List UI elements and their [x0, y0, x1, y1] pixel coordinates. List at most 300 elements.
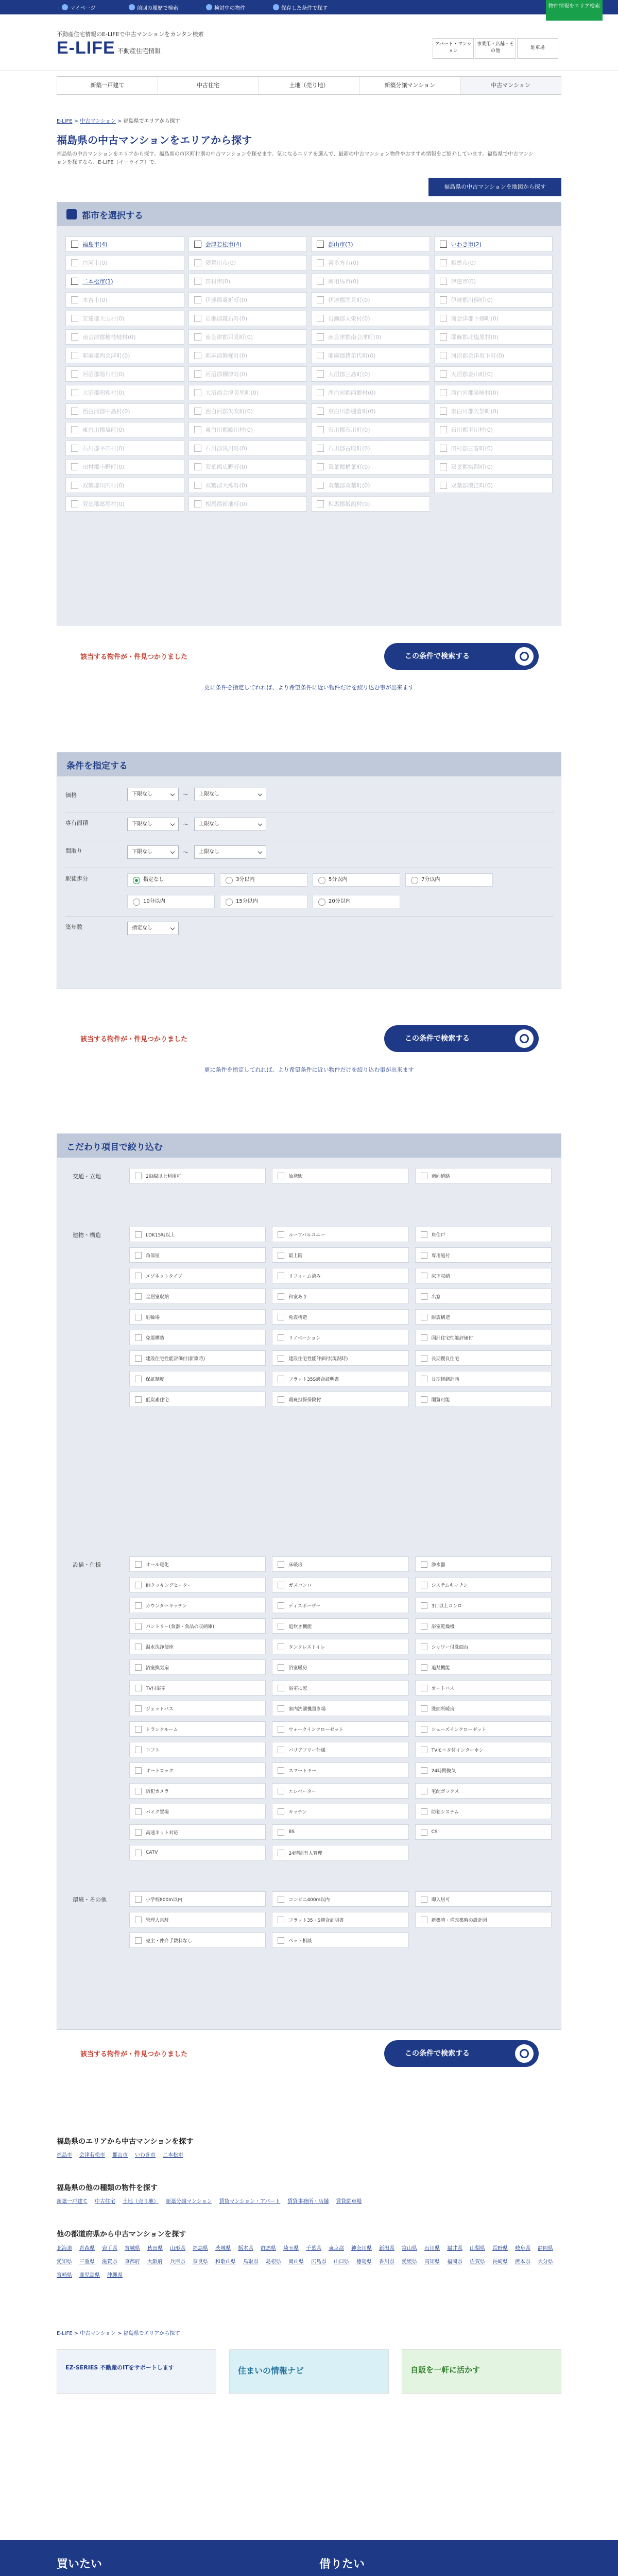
checkbox[interactable] [421, 1623, 427, 1630]
walk-option-3[interactable]: 3分以内 [220, 873, 307, 887]
age-select[interactable]: 指定なし [127, 922, 179, 935]
checkbox[interactable] [135, 1273, 142, 1279]
text-link[interactable]: 広島県 [311, 2259, 327, 2265]
city-option[interactable] [188, 292, 307, 308]
feature-option[interactable] [129, 1783, 266, 1799]
checkbox[interactable] [135, 1705, 142, 1712]
checkbox[interactable] [278, 1896, 284, 1903]
checkbox[interactable] [440, 315, 447, 322]
city-option[interactable] [434, 255, 553, 270]
checkbox[interactable] [440, 296, 447, 303]
text-link[interactable]: 茨城県 [215, 2246, 231, 2251]
checkbox[interactable] [71, 315, 78, 322]
feature-option[interactable] [129, 1371, 266, 1386]
checkbox[interactable] [421, 1829, 427, 1836]
checkbox[interactable] [278, 1747, 284, 1753]
text-link[interactable]: 賃貸マンション・アパート [219, 2199, 281, 2205]
header-tab-apartment[interactable]: アパート・マンション [433, 38, 474, 59]
checkbox[interactable] [421, 1273, 427, 1279]
checkbox[interactable] [278, 1850, 284, 1856]
checkbox[interactable] [421, 1726, 427, 1733]
city-option[interactable] [188, 348, 307, 363]
checkbox[interactable] [135, 1767, 142, 1774]
checkbox[interactable] [440, 408, 447, 415]
feature-option[interactable] [129, 1912, 266, 1927]
text-link[interactable]: 賃貸事務所・店舗 [287, 2199, 329, 2205]
checkbox[interactable] [278, 1767, 284, 1774]
text-link[interactable]: 郡山市 [112, 2153, 128, 2158]
checkbox[interactable] [278, 1685, 284, 1691]
checkbox[interactable] [194, 259, 201, 266]
text-link[interactable]: 二本松市 [163, 2153, 183, 2158]
city-option[interactable] [434, 459, 553, 474]
feature-option[interactable] [415, 1577, 552, 1592]
feature-option[interactable] [272, 1330, 408, 1345]
city-option[interactable] [188, 255, 307, 270]
text-link[interactable]: いわき市 [135, 2153, 156, 2158]
feature-option[interactable] [415, 1701, 552, 1716]
city-option[interactable] [434, 236, 553, 252]
checkbox[interactable] [71, 241, 78, 248]
text-link[interactable]: 東京都 [329, 2246, 344, 2251]
feature-option[interactable] [272, 1783, 408, 1799]
checkbox[interactable] [135, 1623, 142, 1630]
checkbox[interactable] [421, 1896, 427, 1903]
checkbox[interactable] [421, 1664, 427, 1671]
checkbox[interactable] [278, 1788, 284, 1794]
city-option[interactable] [188, 403, 307, 419]
text-link[interactable]: 長崎県 [492, 2259, 508, 2265]
feature-option[interactable] [272, 1168, 408, 1183]
city-option[interactable] [65, 311, 184, 326]
checkbox[interactable] [278, 1273, 284, 1279]
feature-option[interactable] [272, 1350, 408, 1366]
feature-option[interactable] [272, 1227, 408, 1242]
checkbox[interactable] [278, 1623, 284, 1630]
feature-option[interactable] [272, 1701, 408, 1716]
text-link[interactable]: 香川県 [379, 2259, 394, 2265]
text-link[interactable]: 岩手県 [102, 2246, 117, 2251]
text-link[interactable]: 新築分譲マンション [166, 2199, 212, 2205]
feature-option[interactable] [129, 1598, 266, 1613]
feature-option[interactable] [129, 1350, 266, 1366]
city-option[interactable] [65, 292, 184, 308]
feature-option[interactable] [415, 1289, 552, 1304]
city-option[interactable] [188, 422, 307, 437]
checkbox[interactable] [135, 1917, 142, 1923]
text-link[interactable]: 沖縄県 [107, 2273, 123, 2278]
city-option[interactable] [311, 422, 430, 437]
text-link[interactable]: 賃貸駐車場 [336, 2199, 362, 2205]
text-link[interactable]: 奈良県 [193, 2259, 208, 2265]
city-option[interactable] [188, 236, 307, 252]
mypage-link[interactable]: マイページ [70, 6, 96, 11]
checkbox[interactable] [278, 1705, 284, 1712]
breadcrumb-middle[interactable]: 中古マンション [80, 118, 116, 124]
favorites-link[interactable]: 検討中の物件 [214, 6, 245, 11]
checkbox[interactable] [71, 426, 78, 433]
checkbox[interactable] [135, 1582, 142, 1588]
walk-option-5[interactable]: 5分以内 [313, 873, 400, 887]
city-option[interactable] [65, 236, 184, 252]
checkbox[interactable] [421, 1355, 427, 1362]
checkbox[interactable] [135, 1561, 142, 1568]
feature-option[interactable] [415, 1330, 552, 1345]
feature-option[interactable] [415, 1912, 552, 1927]
text-link[interactable]: 三重県 [79, 2259, 95, 2265]
checkbox[interactable] [135, 1808, 142, 1815]
city-option[interactable] [188, 496, 307, 512]
text-link[interactable]: 秋田県 [147, 2246, 163, 2251]
city-option[interactable] [311, 496, 430, 512]
text-link[interactable]: 京都府 [125, 2259, 140, 2265]
feature-option[interactable] [129, 1618, 266, 1634]
text-link[interactable]: 滋賀県 [102, 2259, 117, 2265]
checkbox[interactable] [71, 389, 78, 396]
city-option[interactable] [434, 329, 553, 345]
text-link[interactable]: 和歌山県 [215, 2259, 236, 2265]
city-option[interactable] [434, 274, 553, 289]
city-option[interactable] [434, 478, 553, 493]
feature-option[interactable] [129, 1891, 266, 1907]
checkbox[interactable] [317, 333, 324, 341]
feature-option[interactable] [129, 1309, 266, 1325]
text-link[interactable]: 中古住宅 [95, 2199, 115, 2205]
checkbox[interactable] [278, 1664, 284, 1671]
checkbox[interactable] [194, 278, 201, 285]
feature-option[interactable] [272, 1247, 408, 1263]
checkbox[interactable] [194, 296, 201, 303]
search-button[interactable] [384, 643, 539, 670]
checkbox[interactable] [317, 482, 324, 489]
nav-used-house[interactable]: 中古住宅 [158, 77, 259, 94]
city-option[interactable] [311, 255, 430, 270]
checkbox[interactable] [278, 1173, 284, 1179]
checkbox[interactable] [421, 1231, 427, 1238]
checkbox[interactable] [135, 1314, 142, 1320]
checkbox[interactable] [421, 1252, 427, 1259]
feature-option[interactable] [415, 1392, 552, 1407]
feature-option[interactable] [415, 1783, 552, 1799]
checkbox[interactable] [194, 445, 201, 452]
city-option[interactable] [311, 366, 430, 382]
text-link[interactable]: 埼玉県 [283, 2246, 299, 2251]
city-option[interactable] [65, 329, 184, 345]
checkbox[interactable] [71, 500, 78, 507]
feature-option[interactable] [129, 1933, 266, 1948]
header-tab-parking[interactable]: 駐車場 [517, 38, 558, 59]
feature-option[interactable] [272, 1891, 408, 1907]
checkbox[interactable] [440, 352, 447, 359]
checkbox[interactable] [440, 241, 447, 248]
city-option[interactable] [188, 478, 307, 493]
checkbox[interactable] [71, 259, 78, 266]
checkbox[interactable] [440, 333, 447, 341]
text-link[interactable]: 山形県 [170, 2246, 185, 2251]
city-option[interactable] [311, 348, 430, 363]
feature-option[interactable] [129, 1289, 266, 1304]
checkbox[interactable] [278, 1334, 284, 1341]
text-link[interactable]: 宮崎県 [57, 2273, 72, 2278]
checkbox[interactable] [278, 1917, 284, 1923]
text-link[interactable]: 徳島県 [356, 2259, 372, 2265]
checkbox[interactable] [440, 426, 447, 433]
feature-option[interactable] [415, 1639, 552, 1654]
feature-option[interactable] [272, 1659, 408, 1675]
feature-option[interactable] [415, 1721, 552, 1737]
checkbox[interactable] [421, 1917, 427, 1923]
text-link[interactable]: 栃木県 [238, 2246, 253, 2251]
checkbox[interactable] [317, 463, 324, 470]
feature-option[interactable] [415, 1309, 552, 1325]
saved-search-link[interactable]: 保存した条件で探す [281, 6, 328, 11]
city-option[interactable] [65, 366, 184, 382]
checkbox[interactable] [135, 1788, 142, 1794]
breadcrumb-bottom[interactable]: E-LIFE > 中古マンション > 福島県でエリアから探す [57, 2331, 180, 2336]
city-option[interactable] [434, 348, 553, 363]
feature-option[interactable] [272, 1392, 408, 1407]
checkbox[interactable] [135, 1747, 142, 1753]
checkbox[interactable] [421, 1173, 427, 1179]
feature-option[interactable] [129, 1268, 266, 1283]
checkbox[interactable] [278, 1602, 284, 1609]
city-option[interactable] [311, 292, 430, 308]
city-option[interactable] [65, 255, 184, 270]
feature-option[interactable] [415, 1742, 552, 1757]
checkbox[interactable] [194, 426, 201, 433]
checkbox[interactable] [135, 1664, 142, 1671]
feature-option[interactable] [272, 1309, 408, 1325]
feature-option[interactable] [415, 1804, 552, 1819]
feature-option[interactable] [129, 1639, 266, 1654]
checkbox[interactable] [194, 389, 201, 396]
feature-option[interactable] [415, 1371, 552, 1386]
city-option[interactable] [311, 403, 430, 419]
city-option[interactable] [311, 478, 430, 493]
checkbox[interactable] [440, 445, 447, 452]
checkbox[interactable] [278, 1829, 284, 1836]
checkbox[interactable] [194, 482, 201, 489]
checkbox[interactable] [278, 1643, 284, 1650]
city-option[interactable] [434, 292, 553, 308]
checkbox[interactable] [71, 296, 78, 303]
text-link[interactable]: 福島県 [193, 2246, 208, 2251]
nav-land[interactable]: 土地（売り地） [259, 77, 360, 94]
checkbox[interactable] [317, 352, 324, 359]
text-link[interactable]: 愛媛県 [402, 2259, 417, 2265]
checkbox[interactable] [194, 241, 201, 248]
feature-option[interactable] [129, 1845, 266, 1860]
city-option[interactable] [65, 385, 184, 400]
feature-option[interactable] [415, 1762, 552, 1778]
feature-option[interactable] [272, 1742, 408, 1757]
feature-option[interactable] [272, 1721, 408, 1737]
checkbox[interactable] [194, 315, 201, 322]
walk-option-20[interactable]: 20分以内 [313, 895, 400, 908]
checkbox[interactable] [135, 1896, 142, 1903]
search-button[interactable] [384, 1025, 539, 1052]
feature-option[interactable] [129, 1701, 266, 1716]
checkbox[interactable] [278, 1937, 284, 1944]
city-option[interactable] [65, 348, 184, 363]
checkbox[interactable] [317, 241, 324, 248]
checkbox[interactable] [278, 1376, 284, 1382]
checkbox[interactable] [317, 500, 324, 507]
city-option[interactable] [311, 236, 430, 252]
checkbox[interactable] [194, 370, 201, 378]
feature-option[interactable] [272, 1268, 408, 1283]
walk-option-7[interactable]: 7分以内 [405, 873, 493, 887]
city-option[interactable] [311, 459, 430, 474]
walk-option-10[interactable]: 10分以内 [127, 895, 215, 908]
checkbox[interactable] [135, 1643, 142, 1650]
text-link[interactable]: 岐阜県 [515, 2246, 530, 2251]
text-link[interactable]: 新潟県 [379, 2246, 394, 2251]
banner-vending[interactable] [402, 2349, 561, 2394]
checkbox[interactable] [421, 1561, 427, 1568]
checkbox[interactable] [135, 1293, 142, 1300]
feature-option[interactable] [272, 1618, 408, 1634]
checkbox[interactable] [317, 426, 324, 433]
checkbox[interactable] [135, 1231, 142, 1238]
feature-option[interactable] [415, 1824, 552, 1840]
text-link[interactable]: 静岡県 [538, 2246, 553, 2251]
feature-option[interactable] [129, 1824, 266, 1840]
feature-option[interactable] [272, 1577, 408, 1592]
feature-option[interactable] [415, 1598, 552, 1613]
checkbox[interactable] [71, 278, 78, 285]
checkbox[interactable] [421, 1334, 427, 1341]
city-option[interactable] [311, 440, 430, 456]
checkbox[interactable] [135, 1252, 142, 1259]
feature-option[interactable] [129, 1556, 266, 1572]
city-option[interactable] [434, 422, 553, 437]
banner-info-navi[interactable] [229, 2349, 389, 2394]
feature-option[interactable] [272, 1371, 408, 1386]
checkbox[interactable] [278, 1293, 284, 1300]
area-min-select[interactable]: 下限なし [127, 818, 179, 831]
text-link[interactable]: 宮城県 [125, 2246, 140, 2251]
text-link[interactable]: 佐賀県 [470, 2259, 485, 2265]
feature-option[interactable] [272, 1933, 408, 1948]
search-button[interactable] [384, 2040, 539, 2067]
city-option[interactable] [65, 459, 184, 474]
checkbox[interactable] [278, 1231, 284, 1238]
checkbox[interactable] [440, 278, 447, 285]
checkbox[interactable] [278, 1582, 284, 1588]
feature-option[interactable] [272, 1680, 408, 1696]
text-link[interactable]: 青森県 [79, 2246, 95, 2251]
feature-option[interactable] [272, 1804, 408, 1819]
checkbox[interactable] [194, 408, 201, 415]
text-link[interactable]: 福岡県 [447, 2259, 462, 2265]
feature-option[interactable] [272, 1762, 408, 1778]
text-link[interactable]: 熊本県 [515, 2259, 530, 2265]
feature-option[interactable] [272, 1556, 408, 1572]
checkbox[interactable] [421, 1396, 427, 1403]
checkbox[interactable] [440, 389, 447, 396]
feature-option[interactable] [129, 1721, 266, 1737]
feature-option[interactable] [272, 1824, 408, 1840]
checkbox[interactable] [421, 1314, 427, 1320]
checkbox[interactable] [421, 1808, 427, 1815]
checkbox[interactable] [421, 1376, 427, 1382]
checkbox[interactable] [71, 482, 78, 489]
checkbox[interactable] [317, 315, 324, 322]
checkbox[interactable] [71, 333, 78, 341]
text-link[interactable]: 大分県 [538, 2259, 553, 2265]
checkbox[interactable] [135, 1829, 142, 1836]
layout-min-select[interactable]: 下限なし [127, 845, 179, 859]
city-option[interactable] [188, 274, 307, 289]
checkbox[interactable] [135, 1685, 142, 1691]
text-link[interactable]: 新築一戸建て [57, 2199, 88, 2205]
feature-option[interactable] [415, 1680, 552, 1696]
city-option[interactable] [65, 403, 184, 419]
feature-option[interactable] [415, 1247, 552, 1263]
checkbox[interactable] [317, 296, 324, 303]
checkbox[interactable] [278, 1561, 284, 1568]
city-option[interactable] [311, 311, 430, 326]
city-option[interactable] [65, 478, 184, 493]
checkbox[interactable] [421, 1582, 427, 1588]
feature-option[interactable] [415, 1556, 552, 1572]
history-link[interactable]: 前回の履歴で検索 [137, 6, 178, 11]
checkbox[interactable] [71, 445, 78, 452]
checkbox[interactable] [135, 1355, 142, 1362]
feature-option[interactable] [129, 1742, 266, 1757]
nav-new-mansion[interactable]: 新築分譲マンション [359, 77, 460, 94]
text-link[interactable]: 会津若松市 [79, 2153, 105, 2158]
feature-option[interactable] [129, 1659, 266, 1675]
feature-option[interactable] [415, 1659, 552, 1675]
checkbox[interactable] [440, 463, 447, 470]
text-link[interactable]: 島根県 [266, 2259, 281, 2265]
city-option[interactable] [65, 440, 184, 456]
checkbox[interactable] [194, 463, 201, 470]
checkbox[interactable] [317, 278, 324, 285]
checkbox[interactable] [278, 1355, 284, 1362]
checkbox[interactable] [194, 333, 201, 341]
text-link[interactable]: 福井県 [447, 2246, 462, 2251]
feature-option[interactable] [272, 1598, 408, 1613]
checkbox[interactable] [317, 445, 324, 452]
city-option[interactable] [65, 274, 184, 289]
text-link[interactable]: 鹿児島県 [79, 2273, 100, 2278]
text-link[interactable]: 高知県 [424, 2259, 440, 2265]
feature-option[interactable] [129, 1577, 266, 1592]
feature-option[interactable] [129, 1247, 266, 1263]
text-link[interactable]: 神奈川県 [351, 2246, 372, 2251]
checkbox[interactable] [317, 389, 324, 396]
city-option[interactable] [188, 311, 307, 326]
checkbox[interactable] [135, 1937, 142, 1944]
checkbox[interactable] [135, 1173, 142, 1179]
feature-option[interactable] [129, 1168, 266, 1183]
map-search-button[interactable]: 福島県の中古マンションを地図から探す [428, 178, 561, 196]
checkbox[interactable] [421, 1602, 427, 1609]
checkbox[interactable] [421, 1293, 427, 1300]
checkbox[interactable] [135, 1726, 142, 1733]
feature-option[interactable] [415, 1618, 552, 1634]
text-link[interactable]: 鳥取県 [243, 2259, 259, 2265]
banner-ez-series[interactable] [57, 2349, 216, 2394]
text-link[interactable]: 愛知県 [57, 2259, 72, 2265]
feature-option[interactable] [129, 1330, 266, 1345]
city-option[interactable] [65, 496, 184, 512]
text-link[interactable]: 北海道 [57, 2246, 72, 2251]
checkbox[interactable] [421, 1788, 427, 1794]
